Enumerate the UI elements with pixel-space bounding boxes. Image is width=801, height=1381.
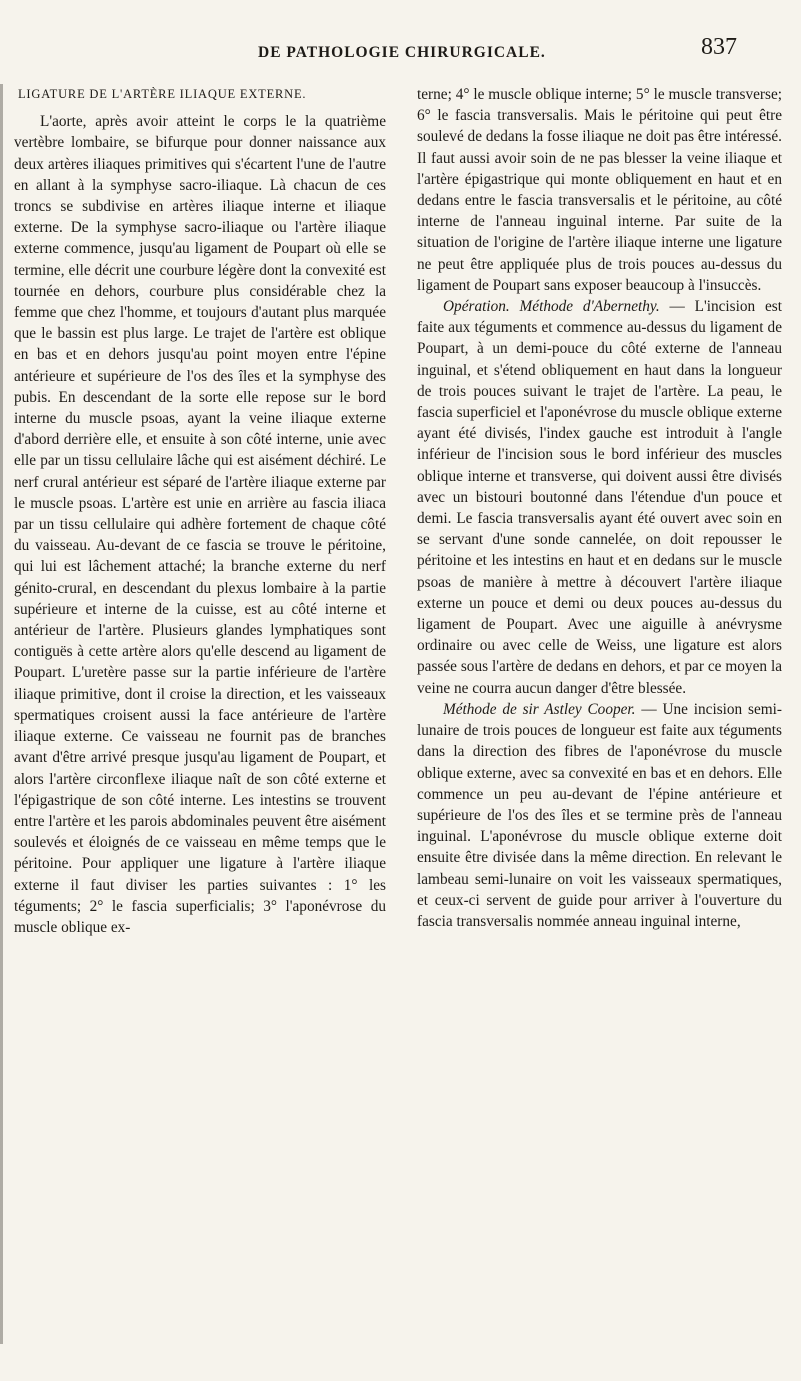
binding-shadow bbox=[0, 84, 12, 1344]
running-head-title: DE PATHOLOGIE CHIRURGICALE. bbox=[258, 44, 546, 61]
right-paragraph-1: terne; 4° le muscle oblique interne; 5° le muscle transverse; 6° le fascia transversalis. Mais le péritoine qui peut être soulevé de dedans la fosse iliaque ne doit pas être intéressé. Il faut aussi avoir soin de ne pas blesser la veine iliaque et l'artère épigastrique qui monte obliquement en haut et en dedans entre le fascia transversalis et le péritoine, au côté interne de l'anneau inguinal interne. Par suite de la situation de l'origine de l'artère iliaque interne une ligature ne peut être appliquée plus de trois pouces au-dessus du ligament de Poupart sans exposer beaucoup à l'insuccès. bbox=[417, 86, 782, 294]
running-head bbox=[0, 34, 801, 64]
abernethy-method-text: — L'incision est faite aux téguments et commence au-dessus du ligament de Poupart, à un demi-pouce du côté externe de l'anneau inguinal, et s'étend obliquement en haut dans la longueur de trois pouces suivant le trajet de l'artère. La peau, le fascia superficiel et l'aponévrose du muscle oblique externe ayant été divisés, l'index gauche est introduit à l'angle inférieur de l'incision sous le bord inférieur des muscles oblique interne et transverse, qui doivent aussi être divisés avec un bistouri boutonné dans l'étendue d'un pouce et demi. Le fascia transversalis ayant été ouvert avec soin en se servant d'une sonde cannelée, on doit repousser le péritoine et les intestins en haut et en dedans sur le muscle psoas de manière à mettre à découvert l'artère iliaque externe un pouce et demi ou deux pouces au-dessus du ligament de Poupart. Avec une aiguille à anévrysme ordinaire ou avec celle de Weiss, une ligature est alors passée sous l'artère de dedans en dehors, et par ce moyen la veine ne courra aucun danger d'être blessée. bbox=[417, 298, 782, 697]
left-paragraph: L'aorte, après avoir atteint le corps le la quatrième vertèbre lombaire, se bifurque pour donner naissance aux deux artères iliaques primitives qui s'écartent l'une de l'autre en allant à la symphyse sacro-iliaque. Là chacun de ces troncs se subdivise en artères iliaque interne et iliaque externe. De la symphyse sacro-iliaque ou l'artère iliaque externe commence, jusqu'au ligament de Poupart où elle se termine, elle décrit une courbure légère dont la convexité est tournée en dehors, courbure plus considérable chez la femme que chez l'homme, et toujours d'autant plus marquée que le bassin est plus large. Le trajet de l'artère est oblique en bas et en dehors jusqu'au point moyen entre l'épine antérieure et supérieure de l'os des îles et la symphyse des pubis. En descendant de la sorte elle repose sur le bord interne du muscle psoas, ayant la veine iliaque externe d'abord derrière elle, et ensuite à son côté interne, unie avec elle par un tissu cellulaire lâche qui est aisément déchiré. Le nerf crural antérieur est séparé de l'artère iliaque externe par le muscle psoas. L'artère est unie en arrière au fascia iliaca par un tissu cellulaire qui adhère fortement de chaque côté du vaisseau. Au-devant de ce fascia se trouve le péritoine, qui lui est lâchement attaché; la branche externe du nerf génito-crural, en descendant du plexus lombaire à la partie supérieure et interne de la cuisse, est au côté interne et antérieur de l'artère. Plusieurs glandes lymphatiques sont contiguës à cette artère alors qu'elle descend au ligament de Poupart. L'uretère passe sur la partie inférieure de l'artère iliaque primitive, dont il croise la direction, et les vaisseaux spermatiques croisent aussi la face antérieure de l'artère iliaque externe. Ce vaisseau ne fournit pas de branches avant d'être arrivé presque jusqu'au ligament de Poupart, et alors l'artère circonflexe iliaque naît de son côté externe et l'épigastrique de son côté interne. Les intestins se trouvent entre l'artère et les parois abdominales peuvent être aisément soulevés et éloignés de ce vaisseau en même temps que le péritoine. Pour appliquer une ligature à l'artère iliaque externe il faut diviser les parties suivantes : 1° les téguments; 2° le fascia superficialis; 3° l'aponévrose du muscle oblique ex- bbox=[14, 113, 386, 936]
right-column bbox=[417, 84, 782, 932]
left-column bbox=[14, 84, 386, 938]
right-paragraph-2 bbox=[417, 296, 782, 699]
cooper-method-label: Méthode de sir Astley Cooper. bbox=[443, 700, 636, 718]
abernethy-method-label: Opération. Méthode d'Abernethy. bbox=[443, 298, 660, 316]
page-number: 837 bbox=[701, 34, 737, 60]
right-paragraph-3 bbox=[417, 699, 782, 932]
section-heading: LIGATURE DE L'ARTÈRE ILIAQUE EXTERNE. bbox=[18, 87, 307, 101]
cooper-method-text: — Une incision semi-lunaire de trois pouces de longueur est faite aux téguments dans la direction des fibres de l'aponévrose du muscle oblique externe, avec sa convexité en bas et en dehors. Elle commence un peu au-devant de l'épine antérieure et supérieure de l'os des îles et se termine près de l'anneau inguinal. L'aponévrose du muscle oblique externe doit ensuite être divisée dans la même direction. En relevant le lambeau semi-lunaire on voit les vaisseaux spermatiques, et ceux-ci servent de guide pour arriver à l'ouverture du fascia transversalis nommée anneau inguinal interne, bbox=[417, 700, 782, 930]
